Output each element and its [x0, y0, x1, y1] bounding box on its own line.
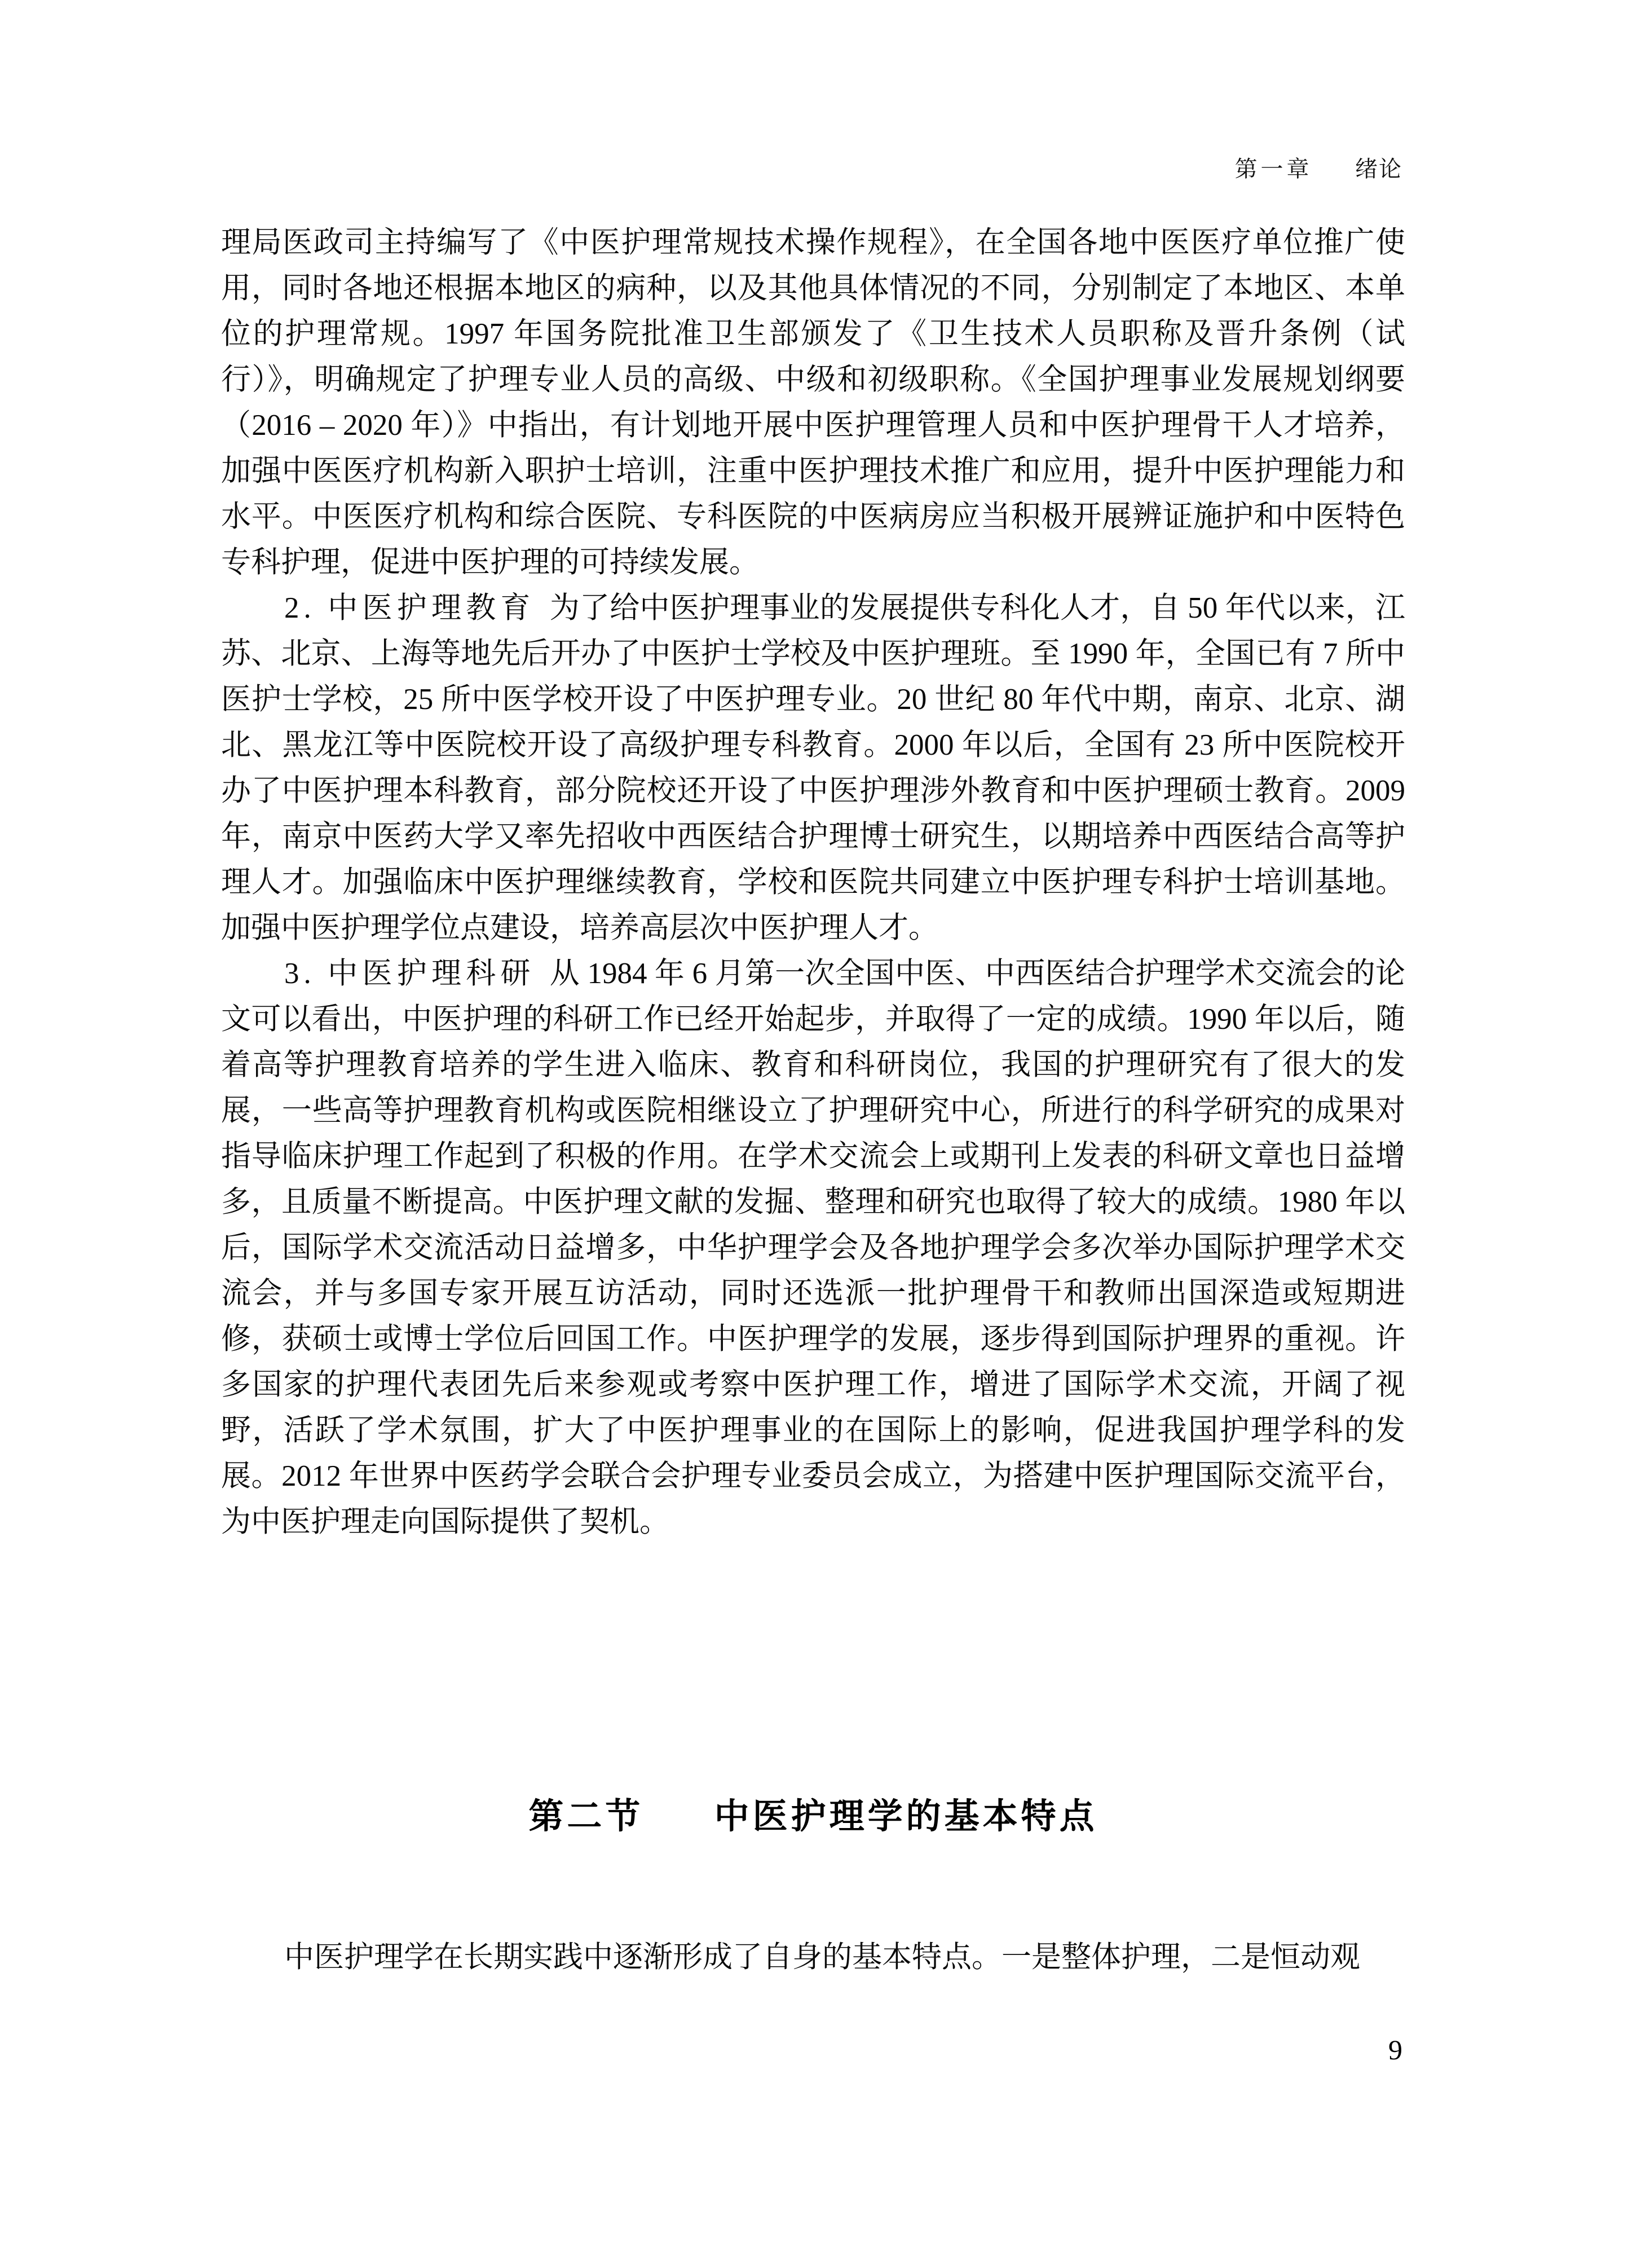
- section-intro-paragraph: 中医护理学在长期实践中逐渐形成了自身的基本特点。一是整体护理，二是恒动观: [284, 1941, 1360, 1974]
- paragraph-education: [221, 585, 1405, 951]
- section-intro-block: [221, 1935, 1405, 1980]
- paragraph-research-text: 从 1984 年 6 月第一次全国中医、中西医结合护理学术交流会的论文可以看出，中医护理的科研工作已经开始起步，并取得了一定的成绩。1990 年以后，随着高等护理教育培养的学生进入临床、教育和科研岗位，我国的护理研究有了很大的发展，一些高等护理教育机构或医院相继设立了护理研究中心，所进行的科学研究的成果对指导临床护理工作起到了积极的作用。在学术交流会上或期刊上发表的科研文章也日益增多，且质量不断提高。中医护理文献的发掘、整理和研究也取得了较大的成绩。1980 年以后，国际学术交流活动日益增多，中华护理学会及各地护理学会多次举办国际护理学术交流会，并与多国专家开展互访活动，同时还选派一批护理骨干和教师出国深造或短期进修，获硕士或博士学位后回国工作。中医护理学的发展，逐步得到国际护理界的重视。许多国家的护理代表团先后来参观或考察中医护理工作，增进了国际学术交流，开阔了视野，活跃了学术氛围，扩大了中医护理事业的在国际上的影响，促进我国护理学科的发展。2012 年世界中医药学会联合会护理专业委员会成立，为搭建中医护理国际交流平台，为中医护理走向国际提供了契机。: [221, 957, 1406, 1538]
- paragraph-research-label: 3. 中医护理科研: [284, 957, 535, 990]
- body-text: [221, 220, 1405, 1545]
- paragraph-continuation: 理局医政司主持编写了《中医护理常规技术操作规程》，在全国各地中医医疗单位推广使用，同时各地还根据本地区的病种，以及其他具体情况的不同，分别制定了本地区、本单位的护理常规。1997 年国务院批准卫生部颁发了《卫生技术人员职称及晋升条例（试行）》，明确规定了护理专业人员的高级、中级和初级职称。《全国护理事业发展规划纲要（2016 – 2020 年）》中指出，有计划地开展中医护理管理人员和中医护理骨干人才培养，加强中医医疗机构新入职护士培训，注重中医护理技术推广和应用，提升中医护理能力和水平。中医医疗机构和综合医院、专科医院的中医病房应当积极开展辨证施护和中医特色专科护理，促进中医护理的可持续发展。: [221, 226, 1405, 579]
- running-head-chapter: 第一章: [1234, 156, 1313, 182]
- section-title: 中医护理学的基本特点: [714, 1795, 1098, 1837]
- paragraph-education-label: 2. 中医护理教育: [284, 592, 535, 624]
- section-heading: [221, 1788, 1405, 1838]
- page-number: 9: [1388, 2034, 1402, 2066]
- running-head-title: 绪论: [1355, 156, 1402, 182]
- paragraph-education-text: 为了给中医护理事业的发展提供专科化人才，自 50 年代以来，江苏、北京、上海等地先后开办了中医护士学校及中医护理班。至 1990 年，全国已有 7 所中医护士学校，25 所中医学校开设了中医护理专业。20 世纪 80 年代中期，南京、北京、湖北、黑龙江等中医院校开设了高级护理专科教育。2000 年以后，全国有 23 所中医院校开办了中医护理本科教育，部分院校还开设了中医护理涉外教育和中医护理硕士教育。2009 年，南京中医药大学又率先招收中西医结合护理博士研究生，以期培养中西医结合高等护理人才。加强临床中医护理继续教育，学校和医院共同建立中医护理专科护士培训基地。加强中医护理学位点建设，培养高层次中医护理人才。: [221, 592, 1406, 944]
- running-head: [1235, 151, 1402, 183]
- paragraph-research: [221, 951, 1405, 1545]
- section-number: 第二节: [528, 1795, 644, 1837]
